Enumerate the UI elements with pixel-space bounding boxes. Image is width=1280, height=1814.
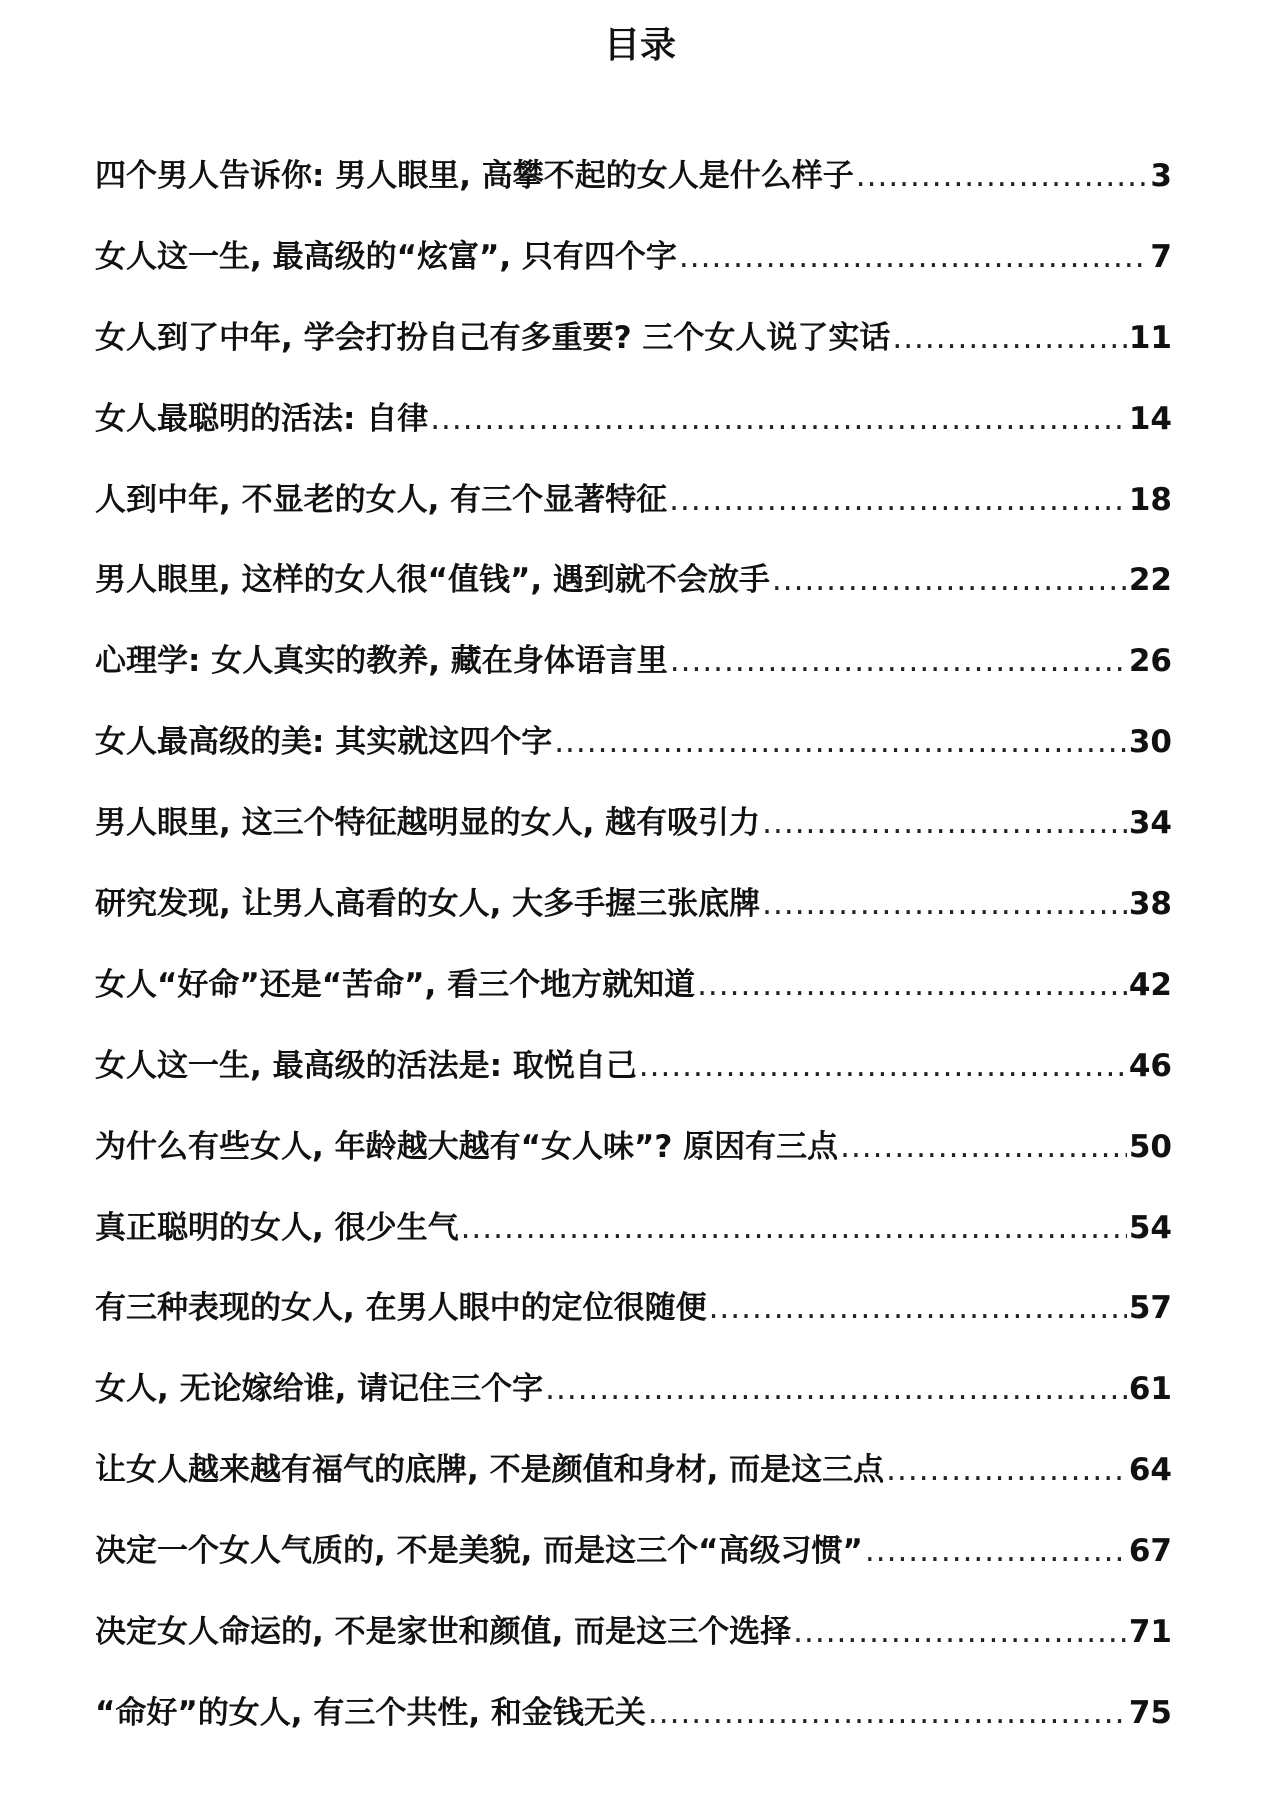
dot-leader	[840, 1123, 1127, 1171]
toc-entry-title: 女人“好命”还是“苦命”, 看三个地方就知道	[95, 966, 696, 1003]
toc-entry-title: 为什么有些女人, 年龄越大越有“女人味”? 原因有三点	[95, 1128, 839, 1165]
dot-leader	[709, 1284, 1127, 1332]
toc-entry-title: 决定一个女人气质的, 不是美貌, 而是这三个“高级习惯”	[95, 1533, 863, 1570]
dot-leader	[856, 152, 1149, 200]
dot-leader	[762, 880, 1127, 928]
toc-entry[interactable]	[95, 1365, 1172, 1446]
toc-entry-title: 女人最聪明的活法: 自律	[95, 400, 429, 437]
dot-leader	[545, 1365, 1127, 1413]
toc-entry-page-number: 57	[1128, 1290, 1172, 1327]
dot-leader	[772, 556, 1127, 604]
dot-leader	[762, 799, 1127, 847]
toc-entry[interactable]	[95, 799, 1172, 880]
toc-entry-page-number: 30	[1128, 724, 1172, 761]
toc-entry-title: 让女人越来越有福气的底牌, 不是颜值和身材, 而是这三点	[95, 1452, 885, 1489]
toc-entry[interactable]	[95, 1284, 1172, 1365]
toc-entry-page-number: 38	[1128, 886, 1172, 923]
toc-entry[interactable]	[95, 556, 1172, 637]
toc-entry-page-number: 18	[1128, 481, 1172, 518]
dot-leader	[892, 314, 1127, 362]
toc-entry-title: 研究发现, 让男人高看的女人, 大多手握三张底牌	[95, 886, 761, 923]
toc-entry[interactable]	[95, 314, 1172, 395]
toc-entry-title: 有三种表现的女人, 在男人眼中的定位很随便	[95, 1290, 707, 1327]
toc-entry[interactable]	[95, 1123, 1172, 1204]
dot-leader	[430, 395, 1127, 443]
toc-entry[interactable]	[95, 961, 1172, 1042]
toc-entry[interactable]	[95, 718, 1172, 799]
dot-leader	[669, 476, 1127, 524]
toc-entry-page-number: 46	[1128, 1047, 1172, 1084]
toc-entry-title: 决定女人命运的, 不是家世和颜值, 而是这三个选择	[95, 1614, 792, 1651]
toc-entry-title: “命好”的女人, 有三个共性, 和金钱无关	[95, 1694, 646, 1731]
toc-entry-page-number: 26	[1128, 643, 1172, 680]
toc-entry-page-number: 67	[1128, 1533, 1172, 1570]
toc-entry[interactable]	[95, 1689, 1172, 1770]
dot-leader	[793, 1608, 1127, 1656]
toc-entry-title: 人到中年, 不显老的女人, 有三个显著特征	[95, 481, 668, 518]
toc-entry-page-number: 75	[1128, 1694, 1172, 1731]
dot-leader	[648, 1689, 1127, 1737]
toc-entry[interactable]	[95, 233, 1172, 314]
toc-entry-title: 女人到了中年, 学会打扮自己有多重要? 三个女人说了实话	[95, 319, 891, 356]
toc-entry[interactable]	[95, 1608, 1172, 1689]
dot-leader	[461, 1204, 1127, 1252]
toc-entry-title: 男人眼里, 这三个特征越明显的女人, 越有吸引力	[95, 805, 761, 842]
toc-entry[interactable]	[95, 1204, 1172, 1285]
dot-leader	[670, 637, 1127, 685]
toc-entry-page-number: 64	[1128, 1452, 1172, 1489]
toc-entry[interactable]	[95, 637, 1172, 718]
toc-entry-title: 真正聪明的女人, 很少生气	[95, 1209, 459, 1246]
toc-entry[interactable]	[95, 152, 1172, 233]
toc-entry-title: 女人这一生, 最高级的活法是: 取悦自己	[95, 1047, 637, 1084]
toc-entry[interactable]	[95, 1527, 1172, 1608]
toc-entry-page-number: 7	[1150, 238, 1172, 275]
dot-leader	[886, 1446, 1127, 1494]
dot-leader	[697, 961, 1127, 1009]
toc-entry-page-number: 14	[1128, 400, 1172, 437]
toc-entry[interactable]	[95, 1446, 1172, 1527]
dot-leader	[639, 1042, 1127, 1090]
toc-entry-title: 女人这一生, 最高级的“炫富”, 只有四个字	[95, 238, 677, 275]
toc-entry-title: 女人, 无论嫁给谁, 请记住三个字	[95, 1371, 544, 1408]
toc-entry-title: 四个男人告诉你: 男人眼里, 高攀不起的女人是什么样子	[95, 158, 854, 194]
dot-leader	[679, 233, 1149, 281]
toc-entry-page-number: 42	[1128, 966, 1172, 1003]
dot-leader	[865, 1527, 1127, 1575]
toc-entry-title: 女人最高级的美: 其实就这四个字	[95, 724, 553, 761]
toc-entry-title: 心理学: 女人真实的教养, 藏在身体语言里	[95, 643, 668, 680]
toc-entry[interactable]	[95, 395, 1172, 476]
toc-entry-page-number: 54	[1128, 1209, 1172, 1246]
dot-leader	[554, 718, 1127, 766]
toc-entry[interactable]	[95, 1042, 1172, 1123]
toc-entry-page-number: 3	[1150, 158, 1172, 194]
toc-entry-page-number: 71	[1128, 1614, 1172, 1651]
toc-entry[interactable]	[95, 880, 1172, 961]
toc-entry-page-number: 34	[1128, 805, 1172, 842]
toc-entry-page-number: 22	[1128, 562, 1172, 599]
toc-entry-title: 男人眼里, 这样的女人很“值钱”, 遇到就不会放手	[95, 562, 770, 599]
toc-entry-page-number: 50	[1128, 1128, 1172, 1165]
page-title: 目录	[603, 25, 676, 66]
toc-entry-page-number: 61	[1128, 1371, 1172, 1408]
toc-entry[interactable]	[95, 476, 1172, 557]
toc-entry-page-number: 11	[1128, 319, 1172, 356]
table-of-contents	[95, 152, 1172, 1770]
